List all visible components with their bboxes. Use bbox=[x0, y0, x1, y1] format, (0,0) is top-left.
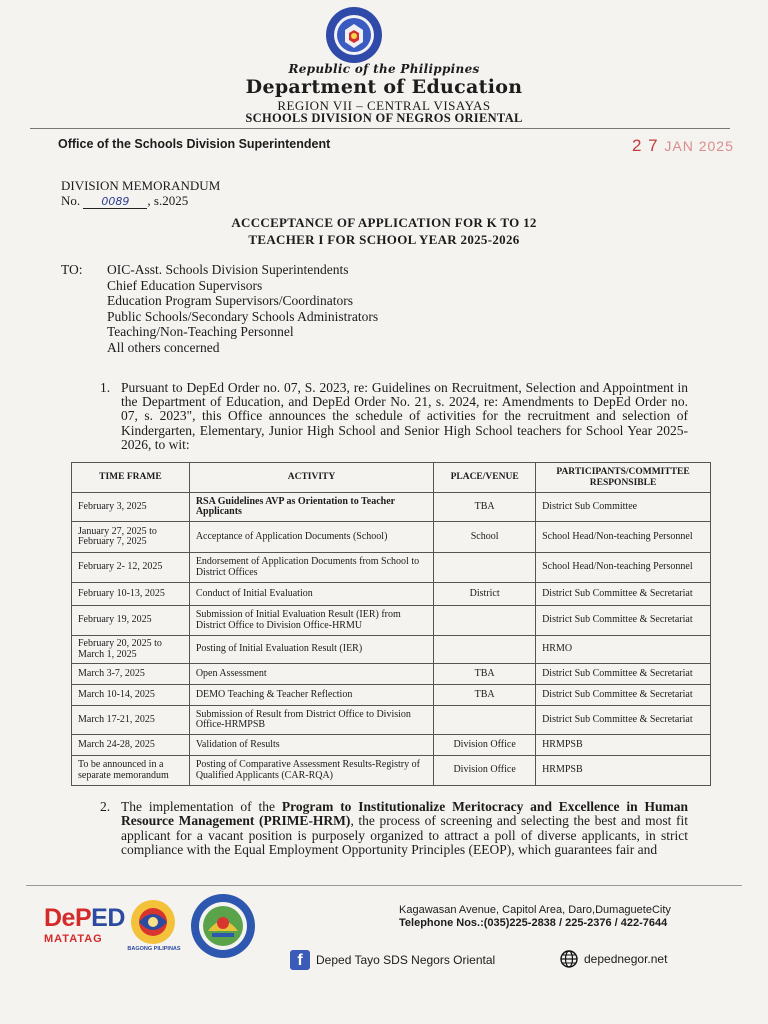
cell-time: February 20, 2025 to March 1, 2025 bbox=[72, 636, 190, 664]
footer-divider bbox=[26, 885, 742, 886]
cell-activity: Validation of Results bbox=[189, 735, 433, 756]
paragraph-1-text: Pursuant to DepEd Order no. 07, S. 2023, re: Guidelines on Recruitment, Selection and Appointment in the Department of Education, and DepEd Order No. 21, s. 2024, re: Amendments to DepEd Order no. 07, s. 2023", this Office announces the schedule of activities for the recruitment and selection of Kindergarten, Elementary, Junior High School and Senior High School teachers for School Year 2025-2026, to wit: bbox=[121, 380, 688, 452]
phone-label: Telephone Nos.: bbox=[399, 917, 484, 929]
website-url: depednegor.net bbox=[584, 952, 668, 966]
header-activity: ACTIVITY bbox=[189, 463, 433, 493]
table-row bbox=[72, 735, 711, 756]
recipient-item: Teaching/Non-Teaching Personnel bbox=[107, 324, 294, 340]
cell-activity: Acceptance of Application Documents (School) bbox=[189, 522, 433, 553]
paragraph-2-number: 2. bbox=[100, 799, 111, 814]
deped-wordmark-left: DeP bbox=[44, 904, 92, 932]
cell-responsible: HRMPSB bbox=[536, 735, 711, 756]
cell-activity: RSA Guidelines AVP as Orientation to Teacher Applicants bbox=[189, 493, 433, 522]
paragraph-2 bbox=[100, 800, 688, 858]
header-divider bbox=[30, 128, 730, 129]
deped-matatag-logo bbox=[44, 904, 125, 957]
cell-venue: Division Office bbox=[434, 735, 536, 756]
cell-activity: Submission of Result from District Office to Division Office-HRMPSB bbox=[189, 706, 433, 735]
facebook-icon: f bbox=[290, 950, 310, 970]
cell-venue: Division Office bbox=[434, 756, 536, 786]
date-stamp bbox=[632, 136, 734, 156]
facebook-page-name: Deped Tayo SDS Negors Oriental bbox=[316, 953, 496, 967]
cell-time: February 2- 12, 2025 bbox=[72, 553, 190, 583]
subject-line-2: TEACHER I FOR SCHOOL YEAR 2025-2026 bbox=[248, 232, 520, 247]
header-time-frame: TIME FRAME bbox=[72, 463, 190, 493]
cell-responsible: HRMO bbox=[536, 636, 711, 664]
cell-venue bbox=[434, 606, 536, 636]
cell-venue bbox=[434, 553, 536, 583]
table-row bbox=[72, 706, 711, 735]
date-stamp-month: JAN 2025 bbox=[664, 138, 734, 154]
cell-venue: TBA bbox=[434, 493, 536, 522]
table-row bbox=[72, 606, 711, 636]
recipient-item: Public Schools/Secondary Schools Administrators bbox=[107, 308, 379, 324]
table-row bbox=[72, 636, 711, 664]
bagong-pilipinas-label: BAGONG PILIPINAS bbox=[127, 946, 181, 952]
cell-time: February 10-13, 2025 bbox=[72, 583, 190, 606]
cell-time: February 19, 2025 bbox=[72, 606, 190, 636]
memo-number: 0089 bbox=[83, 196, 147, 209]
cell-venue: TBA bbox=[434, 664, 536, 685]
department-title: Department of Education bbox=[245, 76, 523, 98]
cell-time: February 3, 2025 bbox=[72, 493, 190, 522]
subject-line-1: ACCCEPTANCE OF APPLICATION FOR K TO 12 bbox=[231, 215, 537, 230]
cell-venue bbox=[434, 706, 536, 735]
table-row bbox=[72, 493, 711, 522]
table-row bbox=[72, 522, 711, 553]
republic-line: Republic of the Philippines bbox=[288, 62, 480, 76]
paragraph-1 bbox=[100, 381, 688, 452]
memo-type: DIVISION MEMORANDUM bbox=[61, 178, 221, 193]
prime-hrm-program-name: Program to Institutionalize Meritocracy and Excellence in Human Resource Management (PRIME-HRM) bbox=[121, 799, 688, 829]
paragraph-2-text bbox=[100, 800, 688, 858]
deped-wordmark bbox=[44, 904, 125, 932]
cell-responsible: District Sub Committee & Secretariat bbox=[536, 706, 711, 735]
cell-activity: Posting of Initial Evaluation Result (IER) bbox=[189, 636, 433, 664]
region-line: REGION VII – CENTRAL VISAYAS bbox=[277, 98, 491, 113]
header-responsible: PARTICIPANTS/COMMITTEE RESPONSIBLE bbox=[536, 463, 711, 493]
recipient-item: All others concerned bbox=[107, 339, 220, 355]
cell-activity: Conduct of Initial Evaluation bbox=[189, 583, 433, 606]
memo-info bbox=[61, 178, 220, 209]
cell-time: March 24-28, 2025 bbox=[72, 735, 190, 756]
date-stamp-day: 2 7 bbox=[632, 136, 659, 155]
deped-seal-icon bbox=[325, 6, 383, 64]
table-header-row bbox=[72, 463, 711, 493]
table-row bbox=[72, 553, 711, 583]
website-link[interactable] bbox=[560, 950, 667, 968]
recipient-list bbox=[107, 262, 378, 356]
recipient-item: Education Program Supervisors/Coordinators bbox=[107, 293, 353, 309]
facebook-link[interactable] bbox=[290, 950, 495, 970]
cell-activity: Open Assessment bbox=[189, 664, 433, 685]
cell-responsible: School Head/Non-teaching Personnel bbox=[536, 553, 711, 583]
sdo-negros-oriental-seal-icon bbox=[190, 893, 256, 959]
cell-venue bbox=[434, 636, 536, 664]
table-row bbox=[72, 685, 711, 706]
memo-series: , s.2025 bbox=[147, 193, 189, 208]
cell-activity: Submission of Initial Evaluation Result (IER) from District Office to Division Office-HRMU bbox=[189, 606, 433, 636]
paragraph-2-pre: The implementation of the bbox=[121, 799, 282, 814]
cell-venue: School bbox=[434, 522, 536, 553]
cell-venue: TBA bbox=[434, 685, 536, 706]
cell-responsible: School Head/Non-teaching Personnel bbox=[536, 522, 711, 553]
cell-time: To be announced in a separate memorandum bbox=[72, 756, 190, 786]
paragraph-1-number: 1. bbox=[100, 380, 111, 395]
footer-address: Kagawasan Avenue, Capitol Area, Daro,DumagueteCity bbox=[399, 904, 671, 916]
cell-activity: DEMO Teaching & Teacher Reflection bbox=[189, 685, 433, 706]
memo-subject bbox=[0, 214, 768, 248]
office-title: Office of the Schools Division Superintendent bbox=[58, 137, 331, 151]
memo-no-label: No. bbox=[61, 193, 81, 208]
cell-activity: Posting of Comparative Assessment Results-Registry of Qualified Applicants (CAR-RQA) bbox=[189, 756, 433, 786]
phone-numbers: (035)225-2838 / 225-2376 / 422-7644 bbox=[483, 917, 668, 929]
table-row bbox=[72, 664, 711, 685]
cell-responsible: District Sub Committee & Secretariat bbox=[536, 685, 711, 706]
recipient-item: OIC-Asst. Schools Division Superintendents bbox=[107, 262, 349, 277]
globe-icon bbox=[560, 950, 578, 968]
recipient-item: Chief Education Supervisors bbox=[107, 277, 263, 293]
cell-responsible: District Sub Committee & Secretariat bbox=[536, 606, 711, 636]
table-row bbox=[72, 583, 711, 606]
table-row bbox=[72, 756, 711, 786]
cell-responsible: HRMPSB bbox=[536, 756, 711, 786]
division-line: SCHOOLS DIVISION OF NEGROS ORIENTAL bbox=[245, 111, 523, 125]
paragraph-2-post: , the process of screening and selecting the best and most fit applicant for a vacant position is purposely organized to attract a poll of diverse applicants, in strict compliance with the Equal Employment Opportunity Principles (EEOP), which guarantees fair and bbox=[121, 813, 688, 858]
memo-number-line bbox=[61, 193, 220, 209]
footer-phone bbox=[399, 917, 667, 929]
cell-time: January 27, 2025 to February 7, 2025 bbox=[72, 522, 190, 553]
to-label: TO: bbox=[61, 262, 83, 277]
cell-time: March 10-14, 2025 bbox=[72, 685, 190, 706]
cell-venue: District bbox=[434, 583, 536, 606]
cell-time: March 17-21, 2025 bbox=[72, 706, 190, 735]
header-venue: PLACE/VENUE bbox=[434, 463, 536, 493]
cell-responsible: District Sub Committee bbox=[536, 493, 711, 522]
matatag-label: MATATAG bbox=[44, 933, 103, 945]
cell-activity: Endorsement of Application Documents from School to District Offices bbox=[189, 553, 433, 583]
deped-wordmark-right: ED bbox=[91, 904, 125, 932]
cell-responsible: District Sub Committee & Secretariat bbox=[536, 583, 711, 606]
cell-responsible: District Sub Committee & Secretariat bbox=[536, 664, 711, 685]
cell-time: March 3-7, 2025 bbox=[72, 664, 190, 685]
schedule-table bbox=[71, 462, 711, 786]
